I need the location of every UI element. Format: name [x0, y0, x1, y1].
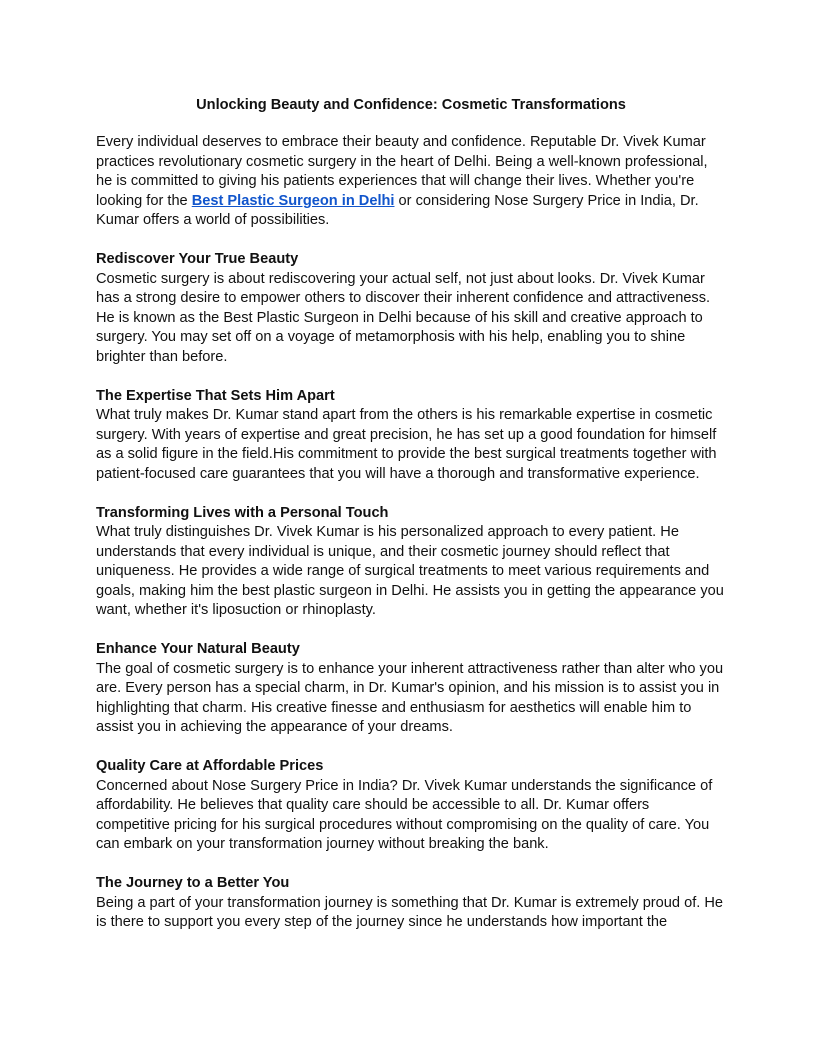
- page-title: Unlocking Beauty and Confidence: Cosmetic Transformations: [196, 97, 626, 113]
- section-body: Cosmetic surgery is about rediscovering your actual self, not just about looks. Dr. Vivek Kumar has a strong desire to empower others to discover their inherent confidence and attractiveness. He is known as the Best Plastic Surgeon in Delhi because of his skill and creative approach to surgery. You may set off on a voyage of metamorphosis with his help, enabling you to shine brighter than before.: [96, 270, 711, 365]
- section-heading: The Expertise That Sets Him Apart: [96, 387, 335, 404]
- best-plastic-surgeon-link[interactable]: Best Plastic Surgeon in Delhi: [191, 192, 395, 209]
- intro-text-after-link: or considering Nose Surgery Price in India, Dr. Kumar offers a world of possibilities.: [96, 192, 699, 228]
- section-body: What truly makes Dr. Kumar stand apart from the others is his remarkable expertise in cosmetic surgery. With years of expertise and great precision, he has set up a good foundation for himself as a solid figure in the field.His commitment to provide the best surgical treatments together with patient-focused care guarantees that you will have a thorough and transformative experience.: [96, 407, 717, 482]
- section-heading: The Journey to a Better You: [96, 875, 290, 891]
- section-affordable-prices: [96, 757, 726, 855]
- section-heading: Enhance Your Natural Beauty: [96, 641, 300, 657]
- section-rediscover: [96, 250, 726, 367]
- section-personal-touch: [96, 504, 726, 621]
- section-heading: Transforming Lives with a Personal Touch: [96, 504, 389, 521]
- section-natural-beauty: [96, 640, 726, 738]
- section-body: Concerned about Nose Surgery Price in India? Dr. Vivek Kumar understands the significance of affordability. He believes that quality care should be accessible to all. Dr. Kumar offers competitive pricing for his surgical procedures without compromising on the quality of care. You can embark on your transformation journey without breaking the bank.: [96, 777, 713, 852]
- intro-paragraph: [96, 133, 726, 231]
- document-page: [96, 94, 726, 952]
- section-body: Being a part of your transformation journey is something that Dr. Kumar is extremely proud of. He is there to support you every step of the journey since he understands how important the: [96, 894, 724, 930]
- section-body: What truly distinguishes Dr. Vivek Kumar is his personalized approach to every patient. He understands that every individual is unique, and their cosmetic journey should reflect that uniqueness. He provides a wide range of surgical treatments to meet various requirements and goals, making him the best plastic surgeon in Delhi. He assists you in getting the appearance you want, whether it's liposuction or rhinoplasty.: [96, 524, 724, 618]
- section-heading: Rediscover Your True Beauty: [96, 251, 299, 267]
- intro-text-before-link: Every individual deserves to embrace their beauty and confidence. Reputable Dr. Vivek Kumar practices revolutionary cosmetic surgery in the heart of Delhi. Being a well-known professional, he is committed to giving his patients experiences that will change their lives. Whether you're looking for the: [96, 134, 708, 209]
- section-journey: [96, 874, 726, 933]
- section-heading: Quality Care at Affordable Prices: [96, 758, 324, 774]
- section-expertise: [96, 387, 726, 485]
- section-body: The goal of cosmetic surgery is to enhance your inherent attractiveness rather than alter who you are. Every person has a special charm, in Dr. Kumar's opinion, and his mission is to assist you in highlighting that charm. His creative finesse and enthusiasm for aesthetics will enable him to assist you in achieving the appearance of your dreams.: [96, 660, 724, 735]
